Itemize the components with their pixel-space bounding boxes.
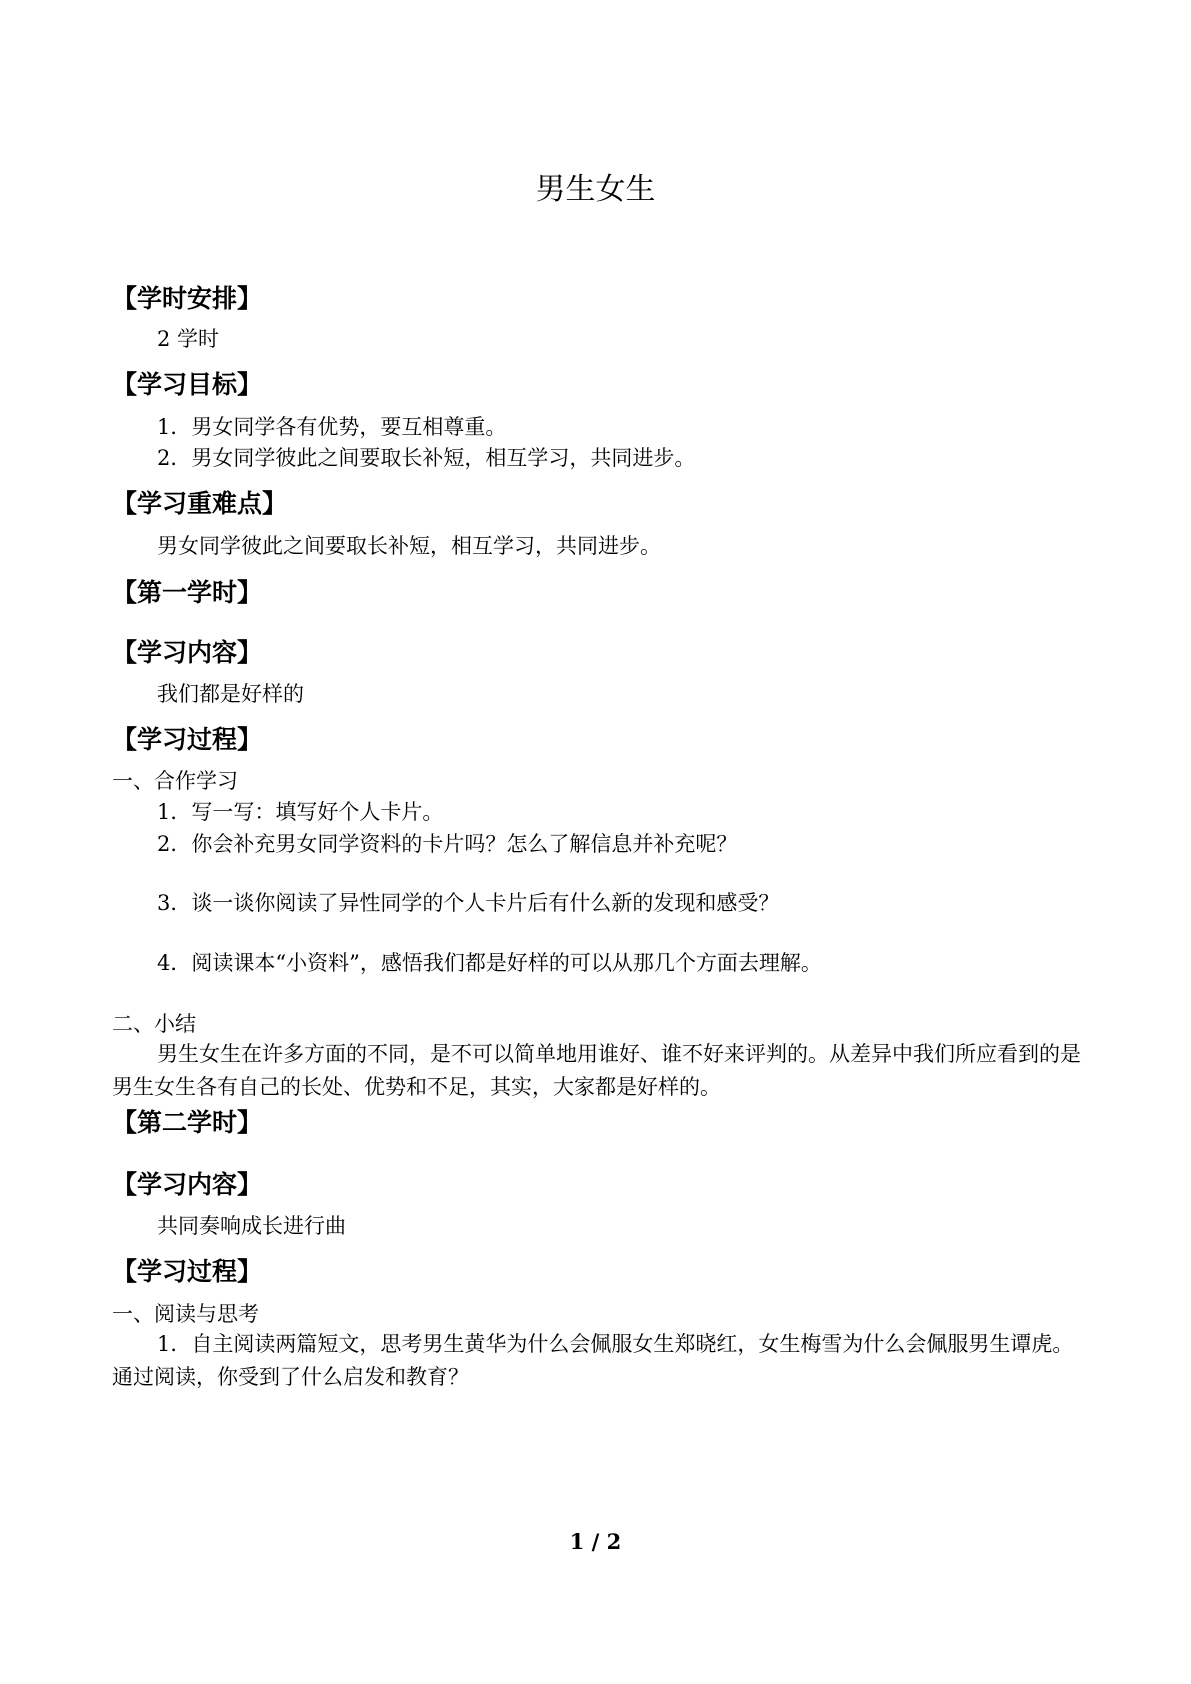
lesson1-content-text: 我们都是好样的	[157, 682, 304, 706]
lesson1-part2-text: 男生女生在许多方面的不同，是不可以简单地用谁好、谁不好来评判的。从差异中我们所应看到的是男生女生各有自己的长处、优势和不足，其实，大家都是好样的。	[112, 1042, 1081, 1099]
lesson2-part1-title: 一、阅读与思考	[112, 1302, 259, 1326]
heading-lesson1-content: 【学习内容】	[112, 638, 263, 667]
heading-lesson2: 【第二学时】	[112, 1108, 263, 1137]
heading-schedule: 【学时安排】	[112, 284, 263, 313]
lesson1-part1-item: 2．你会补充男女同学资料的卡片吗？怎么了解信息并补充呢？	[157, 832, 738, 856]
document-title: 男生女生	[535, 172, 656, 207]
heading-lesson1: 【第一学时】	[112, 578, 263, 607]
lesson1-part1-item: 3．谈一谈你阅读了异性同学的个人卡片后有什么新的发现和感受？	[157, 891, 780, 915]
key-points-text: 男女同学彼此之间要取长补短，相互学习，共同进步。	[157, 534, 661, 558]
lesson1-part1-item: 1．写一写：填写好个人卡片。	[157, 800, 444, 824]
lesson1-part1-title: 一、合作学习	[112, 769, 238, 793]
heading-lesson2-process: 【学习过程】	[112, 1257, 263, 1286]
page-number: 1 / 2	[569, 1529, 622, 1554]
heading-objectives: 【学习目标】	[112, 370, 263, 399]
lesson2-part1-text: 1．自主阅读两篇短文，思考男生黄华为什么会佩服女生郑晓红，女生梅雪为什么会佩服男生谭虎。通过阅读，你受到了什么启发和教育？	[112, 1332, 1074, 1389]
objective-item: 1．男女同学各有优势，要互相尊重。	[157, 415, 507, 439]
lesson1-part2-title: 二、小结	[112, 1012, 196, 1036]
objective-item: 2．男女同学彼此之间要取长补短，相互学习，共同进步。	[157, 446, 696, 470]
heading-key-points: 【学习重难点】	[112, 489, 288, 518]
schedule-text: 2 学时	[157, 327, 220, 351]
lesson1-part1-item: 4．阅读课本“小资料”，感悟我们都是好样的可以从那几个方面去理解。	[157, 951, 822, 975]
heading-lesson1-process: 【学习过程】	[112, 725, 263, 754]
lesson2-content-text: 共同奏响成长进行曲	[157, 1214, 346, 1238]
heading-lesson2-content: 【学习内容】	[112, 1170, 263, 1199]
